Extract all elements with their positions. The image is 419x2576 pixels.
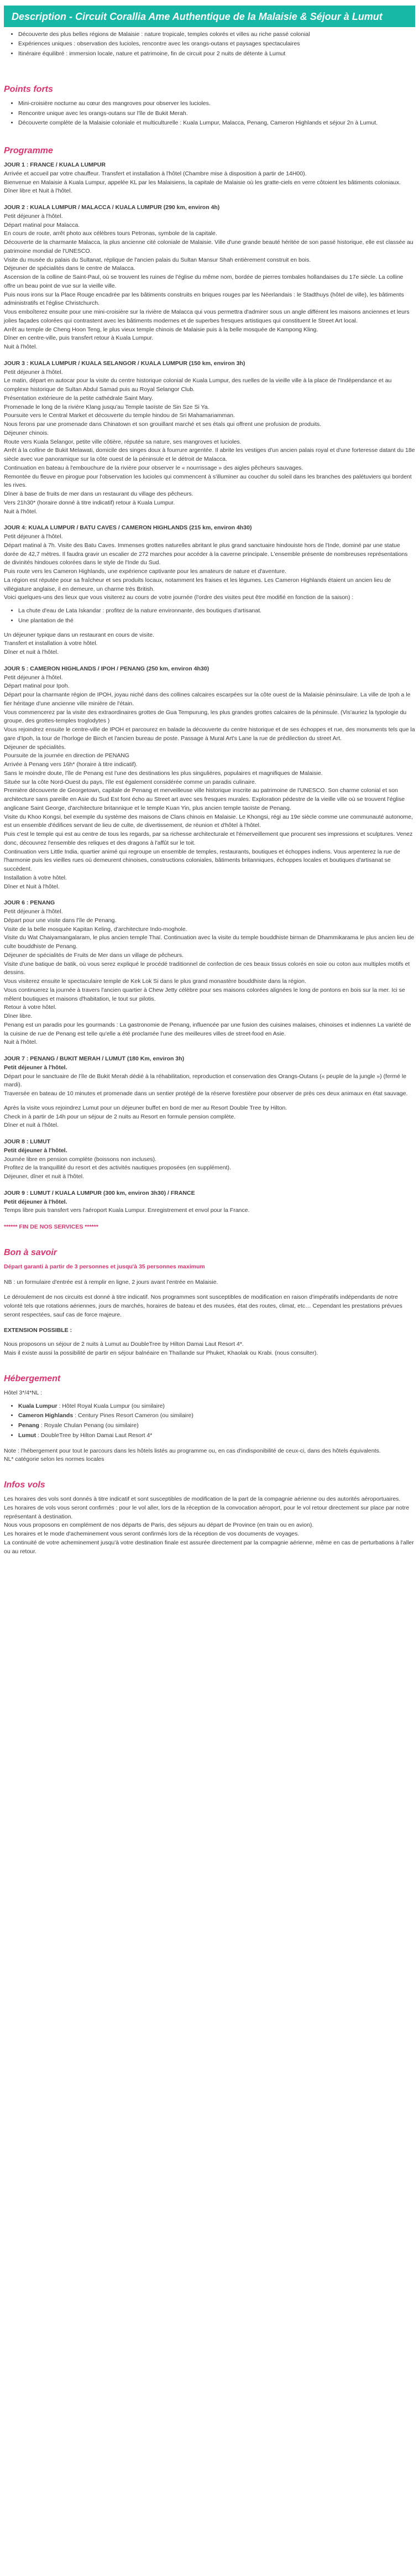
day-line: Visite du Khoo Kongsi, bel exemple du système des maisons de Clans chinois en Malaisie. Le Khongsi, régi au 19e siècle comme une communauté autonome, est un ensemble d'édifices servant de lieu de culte, de divertissement, de réunion et d'hôtel à l'hôtel. xyxy=(4,813,413,829)
programme-day xyxy=(4,899,415,1047)
day-line: Transfert et installation à votre hôtel. xyxy=(4,640,98,647)
intro-list xyxy=(4,30,415,59)
list-item: • Rencontre unique avec les orangs-outans sur l'île de Bukit Merah. xyxy=(18,110,415,118)
programme-heading: Programme xyxy=(4,146,53,156)
day-line: Continuation en bateau à l'embouchure de la rivière pour observer le « nourrissage » des aigles pêcheurs sauvages. xyxy=(4,464,303,471)
day-line: Puis nous irons sur la Place Rouge encadrée par les bâtiments construits en briques rouges par les Néerlandais : le Stadthuys (hôtel de ville), les bâtiments administratifs et l'église Christchurch. xyxy=(4,291,404,307)
day-title: JOUR 3 : KUALA LUMPUR / KUALA SELANGOR / KUALA LUMPUR (150 km, environ 3h) xyxy=(4,360,245,367)
programme-day xyxy=(4,161,415,196)
day-line: Petit déjeuner à l'hôtel. xyxy=(4,674,63,681)
points-forts-heading: Points forts xyxy=(4,84,53,94)
list-item: • La chute d'eau de Lata Iskandar : profitez de la nature environnante, des boutiques d'artisanat. xyxy=(18,607,415,616)
day-line: Journée libre en pension complète (boissons non incluses). xyxy=(4,1156,157,1163)
day-line: Continuation vers Little India, quartier animé qui regroupe un ensemble de temples, restaurants, boutiques et échoppes indiens. Vous arpenterez la rue de l'harmonie puis les vieilles rues où demeurent chinoises, constructions coloniales, bâtiments britanniques, échoppes locales et boutiques d'artisanat se succèdent. xyxy=(4,848,400,873)
entry-form-note: NB : un formulaire d'entrée est à remplir en ligne, 2 jours avant l'entrée en Malaisie. xyxy=(4,1278,218,1286)
hotel-city: Penang xyxy=(18,1422,39,1429)
day-line: Bienvenue en Malaisie à Kuala Lumpur, appelée KL par les Malaisiens, la capitale de Malaisie où les gratte-ciels en verre côtoient les bâtiments coloniaux. xyxy=(4,179,401,186)
programme-day xyxy=(4,524,415,657)
page xyxy=(4,6,415,1556)
extension-option: Mais il existe aussi la possibilité de partir en séjour balnéaire en Thaïlande sur Phuket, Khaolak ou Krabi. (nous consulter). xyxy=(4,1350,318,1357)
list-item xyxy=(18,1432,415,1440)
day-line: Dîner libre. xyxy=(4,1013,33,1020)
day-line: Petit déjeuner à l'hôtel. xyxy=(4,1064,67,1071)
programme-day xyxy=(4,1055,415,1130)
day-line: Déjeuner de spécialités dans le centre de Malacca. xyxy=(4,265,135,272)
day-line: Déjeuner de spécialités. xyxy=(4,743,66,751)
day-bullets xyxy=(4,607,415,626)
day-line: Poursuite de la journée en direction de PENANG xyxy=(4,752,130,759)
day-line: Arrivée et accueil par votre chauffeur. Transfert et installation à l'hôtel (Chambre mise à disposition à partir de 14H00). xyxy=(4,170,307,177)
day-title: JOUR 2 : KUALA LUMPUR / MALACCA / KUALA LUMPUR (290 km, environ 4h) xyxy=(4,204,220,211)
day-title: JOUR 8 : LUMUT xyxy=(4,1138,50,1146)
hotel-category: Hôtel 3*/4*NL : xyxy=(4,1389,43,1396)
day-line: Première découverte de Georgetown, capitale de Penang et merveilleuse ville historique inscrite au patrimoine de l'UNESCO. Son charme colonial et son architecture sans pareille en Asie du Sud Est font écho au Street art avec ses fresques murales. Exploration pédestre de la vieille ville où se trouvent l'église anglicane Saint George, d'architecture britannique et le temple Kuan Yin, plus ancien temple taoïste de Penang. xyxy=(4,787,405,811)
day-line: Route vers Kuala Selangor, petite ville côtière, réputée sa nature, ses mangroves et lucioles. xyxy=(4,438,242,445)
day-line: Déjeuner chinois. xyxy=(4,429,49,436)
programme-day xyxy=(4,665,415,892)
extension-title: EXTENSION POSSIBLE : xyxy=(4,1326,72,1334)
list-item: • Découverte complète de la Malaisie coloniale et multiculturelle : Kuala Lumpur, Malacca, Penang, Cameron Highlands et séjour 2n à Lumut. xyxy=(18,119,415,128)
day-line: Dîner libre et Nuit à l'hôtel. xyxy=(4,188,72,195)
day-line: Nuit à l'hôtel. xyxy=(4,1039,38,1046)
day-line: Dîner et nuit à l'hôtel. xyxy=(4,649,59,656)
page-title: Description - Circuit Corallia Ame Authentique de la Malaisie & Séjour à Lumut xyxy=(4,6,415,27)
day-line: Visite du Wat Chaiyamangalaram, le plus ancien temple Thaï. Continuation avec la visite du temple bouddhiste birman de Dhammikarama le plus ancien lieu de culte bouddhiste de Penang. xyxy=(4,934,415,950)
day-line: Retour à votre hôtel. xyxy=(4,1004,57,1011)
day-line: Puis c'est le temple qui est au centre de tous les regards, par sa richesse architecturale et l'émerveillement que procurent ses impressions et sculptures. Venez donc, découvrez l'ensemble des reliques et des dragons à l'affût sur le toit. xyxy=(4,831,413,846)
list-item xyxy=(18,1422,415,1430)
hotel-city: Kuala Lumpur xyxy=(18,1402,57,1409)
day-line: Visite du musée du palais du Sultanat, réplique de l'ancien palais du Sultan Mansur Shah entièrement construit en bois. xyxy=(4,256,311,263)
day-spacer xyxy=(4,1099,415,1104)
day-line: Sans le moindre doute, l'île de Penang est l'une des destinations les plus singulières, populaires et magnifiques de Malaisie. xyxy=(4,769,323,777)
list-item: • Découverte des plus belles régions de Malaisie : nature tropicale, temples colorés et villes au riche passé colonial xyxy=(18,30,415,39)
day-line: La région est réputée pour sa fraîcheur et ses produits locaux, notamment les fraises et les légumes. Les Cameron Highlands étaient un ancien lieu de villégiature anglaise, il en demeure, un charme très British. xyxy=(4,576,391,592)
day-line: Arrêt à la colline de Bukit Melawati, domicile des singes doux à fourrure argentée. Il abrite les vestiges d'un ancien palais royal et d'une forteresse datant du 18e siècle avec vue panoramique sur la côte ouest de la péninsule et le détroit de Malacca. xyxy=(4,447,415,463)
day-line: Vous continuerez la journée à travers l'ancien quartier à Chew Jetty célèbre pour ses maisons colorées alignées le long de pontons en bois sur la mer. Ici se mêlent boutiques et maisons d'habitation, le tout sur pilotis. xyxy=(4,986,405,1002)
day-line: Nuit à l'hôtel. xyxy=(4,508,38,515)
day-line: Départ pour le sanctuaire de l'île de Bukit Merah dédié à la réhabilitation, reproduction et conservation des Orangs-Outans (« peuple de la jungle ») (fermé le mardi). xyxy=(4,1073,407,1089)
day-line: Profitez de la tranquillité du resort et des activités nautiques proposées (en supplément). xyxy=(4,1164,231,1172)
day-line: Temps libre puis transfert vers l'aéroport Kuala Lumpur. Enregistrement et envol pour la France. xyxy=(4,1207,250,1214)
flight-info-line: Nous vous proposons en complément de nos départs de Paris, des séjours au départ de Province (en train ou en avion). xyxy=(4,1522,314,1529)
hotel-city: Cameron Highlands xyxy=(18,1412,74,1419)
day-line: Déjeuner de spécialités de Fruits de Mer dans un village de pêcheurs. xyxy=(4,951,184,959)
day-line: Remontée du fleuve en pirogue pour l'observation les lucioles qui commencent à s'illuminer au coucher du soleil dans les branches des palétuviers qui bordent les rives. xyxy=(4,473,412,489)
infos-vols-heading: Infos vols xyxy=(4,1480,45,1490)
hotel-name: : Royale Chulan Penang (ou similaire) xyxy=(39,1422,139,1429)
departure-note: Départ garanti à partir de 3 personnes et jusqu'à 35 personnes maximum xyxy=(4,1263,205,1270)
day-line: Nuit à l'hôtel. xyxy=(4,344,38,351)
programme-day xyxy=(4,1138,415,1182)
day-line: Après la visite vous rejoindrez Lumut pour un déjeuner buffet en bord de mer au Resort Double Tree by Hilton. xyxy=(4,1104,287,1111)
hotel-list xyxy=(4,1402,415,1440)
day-line: Traversée en bateau de 10 minutes et promenade dans un sentier protégé de la réserve forestière pour observer de près ces deux animaux en état sauvage. xyxy=(4,1090,408,1097)
day-line: Découverte de la charmante Malacca, la plus ancienne cité coloniale de Malaisie. Ville d'une grande beauté héritée de son passé historique, elle est classée au patrimoine mondial de l'UNESCO. xyxy=(4,239,413,254)
day-line: Vers 21h30* (horaire donné à titre indicatif) retour à Kuala Lumpur. xyxy=(4,499,175,506)
day-line: Arrivée à Penang vers 16h* (horaire à titre indicatif). xyxy=(4,761,138,768)
list-item: • Mini-croisière nocturne au cœur des mangroves pour observer les lucioles. xyxy=(18,100,415,108)
day-line: Déjeuner, dîner et nuit à l'hôtel. xyxy=(4,1173,85,1180)
list-item: • Expériences uniques : observation des lucioles, rencontre avec les orangs-outans et paysages spectaculaires xyxy=(18,40,415,49)
day-line: Vous emboîterez ensuite pour une mini-croisière sur la rivière de Malacca qui vous permettra d'admirer sous un angle différent les maisons anciennes et leurs jolies façades colorées qui contrastent avec les bâtiments modernes et de superbes fresques artistiques qui constituent le Street Art local. xyxy=(4,309,410,324)
day-line: Check in à partir de 14h pour un séjour de 2 nuits au Resort en formule pension complète. xyxy=(4,1113,236,1120)
day-line: Dîner en centre-ville, puis transfert retour à Kuala Lumpur. xyxy=(4,335,154,342)
flight-info-line: Les horaires des vols sont donnés à titre indicatif et sont susceptibles de modification de la part de la compagnie aérienne ou des autorités aéroportuaires. xyxy=(4,1496,401,1503)
day-title: JOUR 9 : LUMUT / KUALA LUMPUR (300 km, environ 3h30) / FRANCE xyxy=(4,1189,195,1196)
day-line: Départ matinal à 7h. Visite des Batu Caves. Immenses grottes naturelles abritant le plus grand sanctuaire hindouiste hors de l'Inde, dominé par une statue dorée de 42,7 mètres. Il faudra gravir un escalier de 272 marches pour accéder à la caverne principale. L'ensemble présente de nombreuses représentations de divinités hindoues colorées dans le style de l'Inde du Sud. xyxy=(4,542,408,566)
hotel-name: : Hôtel Royal Kuala Lumpur (ou similaire) xyxy=(57,1402,165,1409)
day-line: Située sur la côte Nord-Ouest du pays, l'île est également considérée comme un paradis culinaire. xyxy=(4,778,256,785)
list-item xyxy=(18,1412,415,1420)
end-note: ****** FIN DE NOS SERVICES ****** xyxy=(4,1224,98,1231)
day-line: Penang est un paradis pour les gourmands : La gastronomie de Penang, influencée par une fusion des cuisines malaises, chinoises et indiennes La variété de la cuisine de rue de Penang est telle qu'elle a été proclamée l'une des meilleures villes de street-food en Asie. xyxy=(4,1021,411,1037)
day-line: Petit déjeuner à l'hôtel. xyxy=(4,908,63,915)
day-line: Installation à votre hôtel. xyxy=(4,874,67,881)
day-line: Petit déjeuner à l'hôtel. xyxy=(4,1147,67,1154)
day-line: Départ pour une visite dans l'île de Penang. xyxy=(4,917,117,924)
day-line: Puis route vers les Cameron Highlands, une expérience captivante pour les amateurs de nature et d'aventure. xyxy=(4,568,286,575)
day-line: Voici quelques-uns des lieux que vous visiterez au cours de votre journée (l'ordre des visites peut être modifié en fonction de la saison) : xyxy=(4,594,354,601)
day-line: Départ matinal pour Ipoh. xyxy=(4,683,70,690)
day-line: Visite d'une batique de batik, où vous serez expliqué le procédé traditionnel de confection de ces beaux tissus colorés en soie ou coton aux multiples motifs et dessins. xyxy=(4,960,410,976)
hotel-city: Lumut xyxy=(18,1432,36,1439)
programme-days xyxy=(4,161,415,1215)
day-line: Promenade le long de la rivière Klang jusqu'au Temple taoïste de Sin Sze Si Ya. xyxy=(4,403,210,410)
program-disclaimer: Le déroulement de nos circuits est donné à titre indicatif. Nos programmes sont susceptibles de modification en raison d'impératifs indépendants de notre volonté tels que rotations aériennes, jours de marchés, horaires de bateau et des musées, état des routes, climat, etc… Cependant les prestations prévues seront respectées, sauf cas de force majeure. xyxy=(4,1294,402,1318)
day-line: Ascension de la colline de Saint-Paul, où se trouvent les ruines de l'église du même nom, bordée de pierres tombales hollandaises du 17e siècle. La colline offre un beau point de vue sur la vieille ville. xyxy=(4,274,404,289)
day-title: JOUR 6 : PENANG xyxy=(4,899,55,907)
flight-info-line: Les horaires de vols vous seront confirmés : pour le vol aller, lors de la réception de la convocation aéroport, pour le vol retour directement sur place par notre représentant à destination. xyxy=(4,1504,410,1520)
day-line: Vous commencerez par la visite des extraordinaires grottes de Gua Tempurung, les plus grandes grottes calcaires de la péninsule. (Vis'auriez la typologie du groupe, des grottes-temples troglodytes ) xyxy=(4,709,407,725)
hebergement-heading: Hébergement xyxy=(4,1373,61,1383)
day-line: Arrêt au temple de Cheng Hoon Teng, le plus vieux temple chinois de Malaisie puis à la belle mosquée de Kampong Kling. xyxy=(4,326,318,333)
programme-day xyxy=(4,360,415,517)
day-line: Un déjeuner typique dans un restaurant en cours de visite. xyxy=(4,631,155,638)
bon-a-savoir-heading: Bon à savoir xyxy=(4,1247,57,1257)
programme-day xyxy=(4,204,415,352)
day-line: Petit déjeuner à l'hôtel. xyxy=(4,368,63,376)
day-line: Vous rejoindrez ensuite le centre-ville de IPOH et parcourez en balade la découverte du centre historique et de ses échoppes et rue, des monuments tels que la gare d'Ipoh, la tour de l'horloge de Birch et l'ancien bureau de poste. Passage à Mural Art's Lane la rue de prédilection du street Art. xyxy=(4,726,415,742)
day-line: En cours de route, arrêt photo aux célèbres tours Petronas, symbole de la capitale. xyxy=(4,230,217,237)
day-line: Petit déjeuner à l'hôtel. xyxy=(4,1198,67,1205)
day-line: Vous visiterez ensuite le spectaculaire temple de Kek Lok Si dans le plus grand monastère bouddhiste dans la région. xyxy=(4,978,306,985)
day-line: Présentation extérieure de la petite cathédrale Saint Mary. xyxy=(4,394,154,402)
flight-info-line: Les horaires et le mode d'acheminement vous seront confirmés lors de la réception de vos documents de voyages. xyxy=(4,1531,300,1538)
day-line: Dîner et nuit à l'hôtel. xyxy=(4,1122,59,1129)
day-line: Départ pour la charmante région de IPOH, joyau niché dans des collines calcaires escarpées sur la côte ouest de la Malaisie péninsulaire. La ville de Ipoh a le fier héritage d'une ancienne ville minière de l'étain. xyxy=(4,691,411,707)
hotel-norms-note: NL* catégorie selon les normes locales xyxy=(4,1456,104,1463)
hotel-name: : Century Pines Resort Cameron (ou similaire) xyxy=(73,1412,193,1419)
points-forts-list xyxy=(4,100,415,128)
list-item xyxy=(18,1402,415,1411)
hotel-note: Note : l'hébergement pour tout le parcours dans les hôtels listés au programme ou, en cas d'indisponibilité de ceux-ci, dans des hôtels équivalents. xyxy=(4,1447,381,1454)
day-title: JOUR 4: KUALA LUMPUR / BATU CAVES / CAMERON HIGHLANDS (215 km, environ 4h30) xyxy=(4,524,252,532)
day-line: Dîner à base de fruits de mer dans un restaurant du village des pêcheurs. xyxy=(4,491,193,498)
programme-day xyxy=(4,1189,415,1215)
hotel-name: : DoubleTree by Hilton Damai Laut Resort 4* xyxy=(36,1432,153,1439)
day-line: Petit déjeuner à l'hôtel. xyxy=(4,533,63,540)
list-item: • Une plantation de thé xyxy=(18,617,415,626)
day-line: Départ matinal pour Malacca. xyxy=(4,221,80,228)
day-line: Visite de la belle mosquée Kapitan Keling, d'architecture Indo-moghole. xyxy=(4,925,187,933)
day-title: JOUR 7 : PENANG / BUKIT MERAH / LUMUT (180 Km, environ 3h) xyxy=(4,1055,185,1063)
list-item: • Itinéraire équilibré : immersion locale, nature et patrimoine, fin de circuit pour 2 nuits de détente à Lumut xyxy=(18,50,415,59)
extension-text: Nous proposons un séjour de 2 nuits à Lumut au DoubleTree by Hilton Damai Laut Resort 4*. xyxy=(4,1341,244,1348)
day-line: Dîner et Nuit à l'hôtel. xyxy=(4,883,60,890)
day-line: Le matin, départ en autocar pour la visite du centre historique colonial de Kuala Lumpur, des ruelles de la vieille ville à la place de l'Indépendance et au complexe historique de Sultan Abdul Samad puis au Royal Selangor Club. xyxy=(4,377,392,393)
day-line: Poursuite vers le Central Market et découverte du temple hindou de Sri Mahamariamman. xyxy=(4,412,235,419)
day-title: JOUR 1 : FRANCE / KUALA LUMPUR xyxy=(4,162,106,169)
day-title: JOUR 5 : CAMERON HIGHLANDS / IPOH / PENANG (250 km, environ 4h30) xyxy=(4,665,210,672)
day-line: Nous ferons par une promenade dans Chinatown et son grouillant marché et ses étals qui offrent une profusion de produits. xyxy=(4,421,322,428)
flight-info-line: La continuité de votre acheminement jusqu'à votre destination finale est assurée directement par la compagnie aérienne, même en cas de perturbations à l'aller ou au retour. xyxy=(4,1539,414,1555)
day-line: Petit déjeuner à l'hôtel. xyxy=(4,212,63,220)
